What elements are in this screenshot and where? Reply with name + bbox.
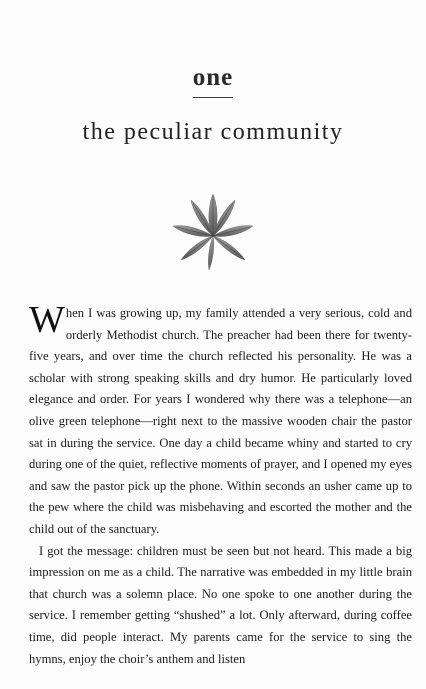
chapter-title: the peculiar community — [82, 119, 344, 145]
chapter-divider — [193, 97, 233, 98]
paragraph-text: hen I was growing up, my family attended a very serious, cold and orderly Methodist church. The preacher had been there for twenty-five years, and over time the church reflected his personality. He was a scholar with strong speaking skills and dry humor. He particularly loved elegance and order. For years I wondered why there was a telephone—an olive green telephone—right next to the massive wooden chair the pastor sat in during the service. One day a child became whiny and started to cry during one of the quiet, reflective moments of prayer, and I opened my eyes and saw the pastor pick up the phone. Within seconds an usher came up to the pew where the child was misbehaving and escorted the mother and the child out of the sanctuary. — [29, 306, 412, 536]
chapter-number: one — [192, 64, 234, 91]
paragraph — [29, 299, 412, 541]
drop-cap: W — [29, 299, 65, 341]
chestnut-leaf-icon — [168, 190, 258, 274]
body-text — [29, 299, 412, 670]
paragraph: I got the message: children must be seen but not heard. This made a big impression on me as a child. The narrative was embedded in my little brain that church was a solemn place. No one spoke to one another during the service. I remember getting “shushed” a lot. Only afterward, during coffee time, did people interact. My parents came for the service to sing the hymns, enjoy the choir’s anthem and listen — [29, 543, 412, 666]
